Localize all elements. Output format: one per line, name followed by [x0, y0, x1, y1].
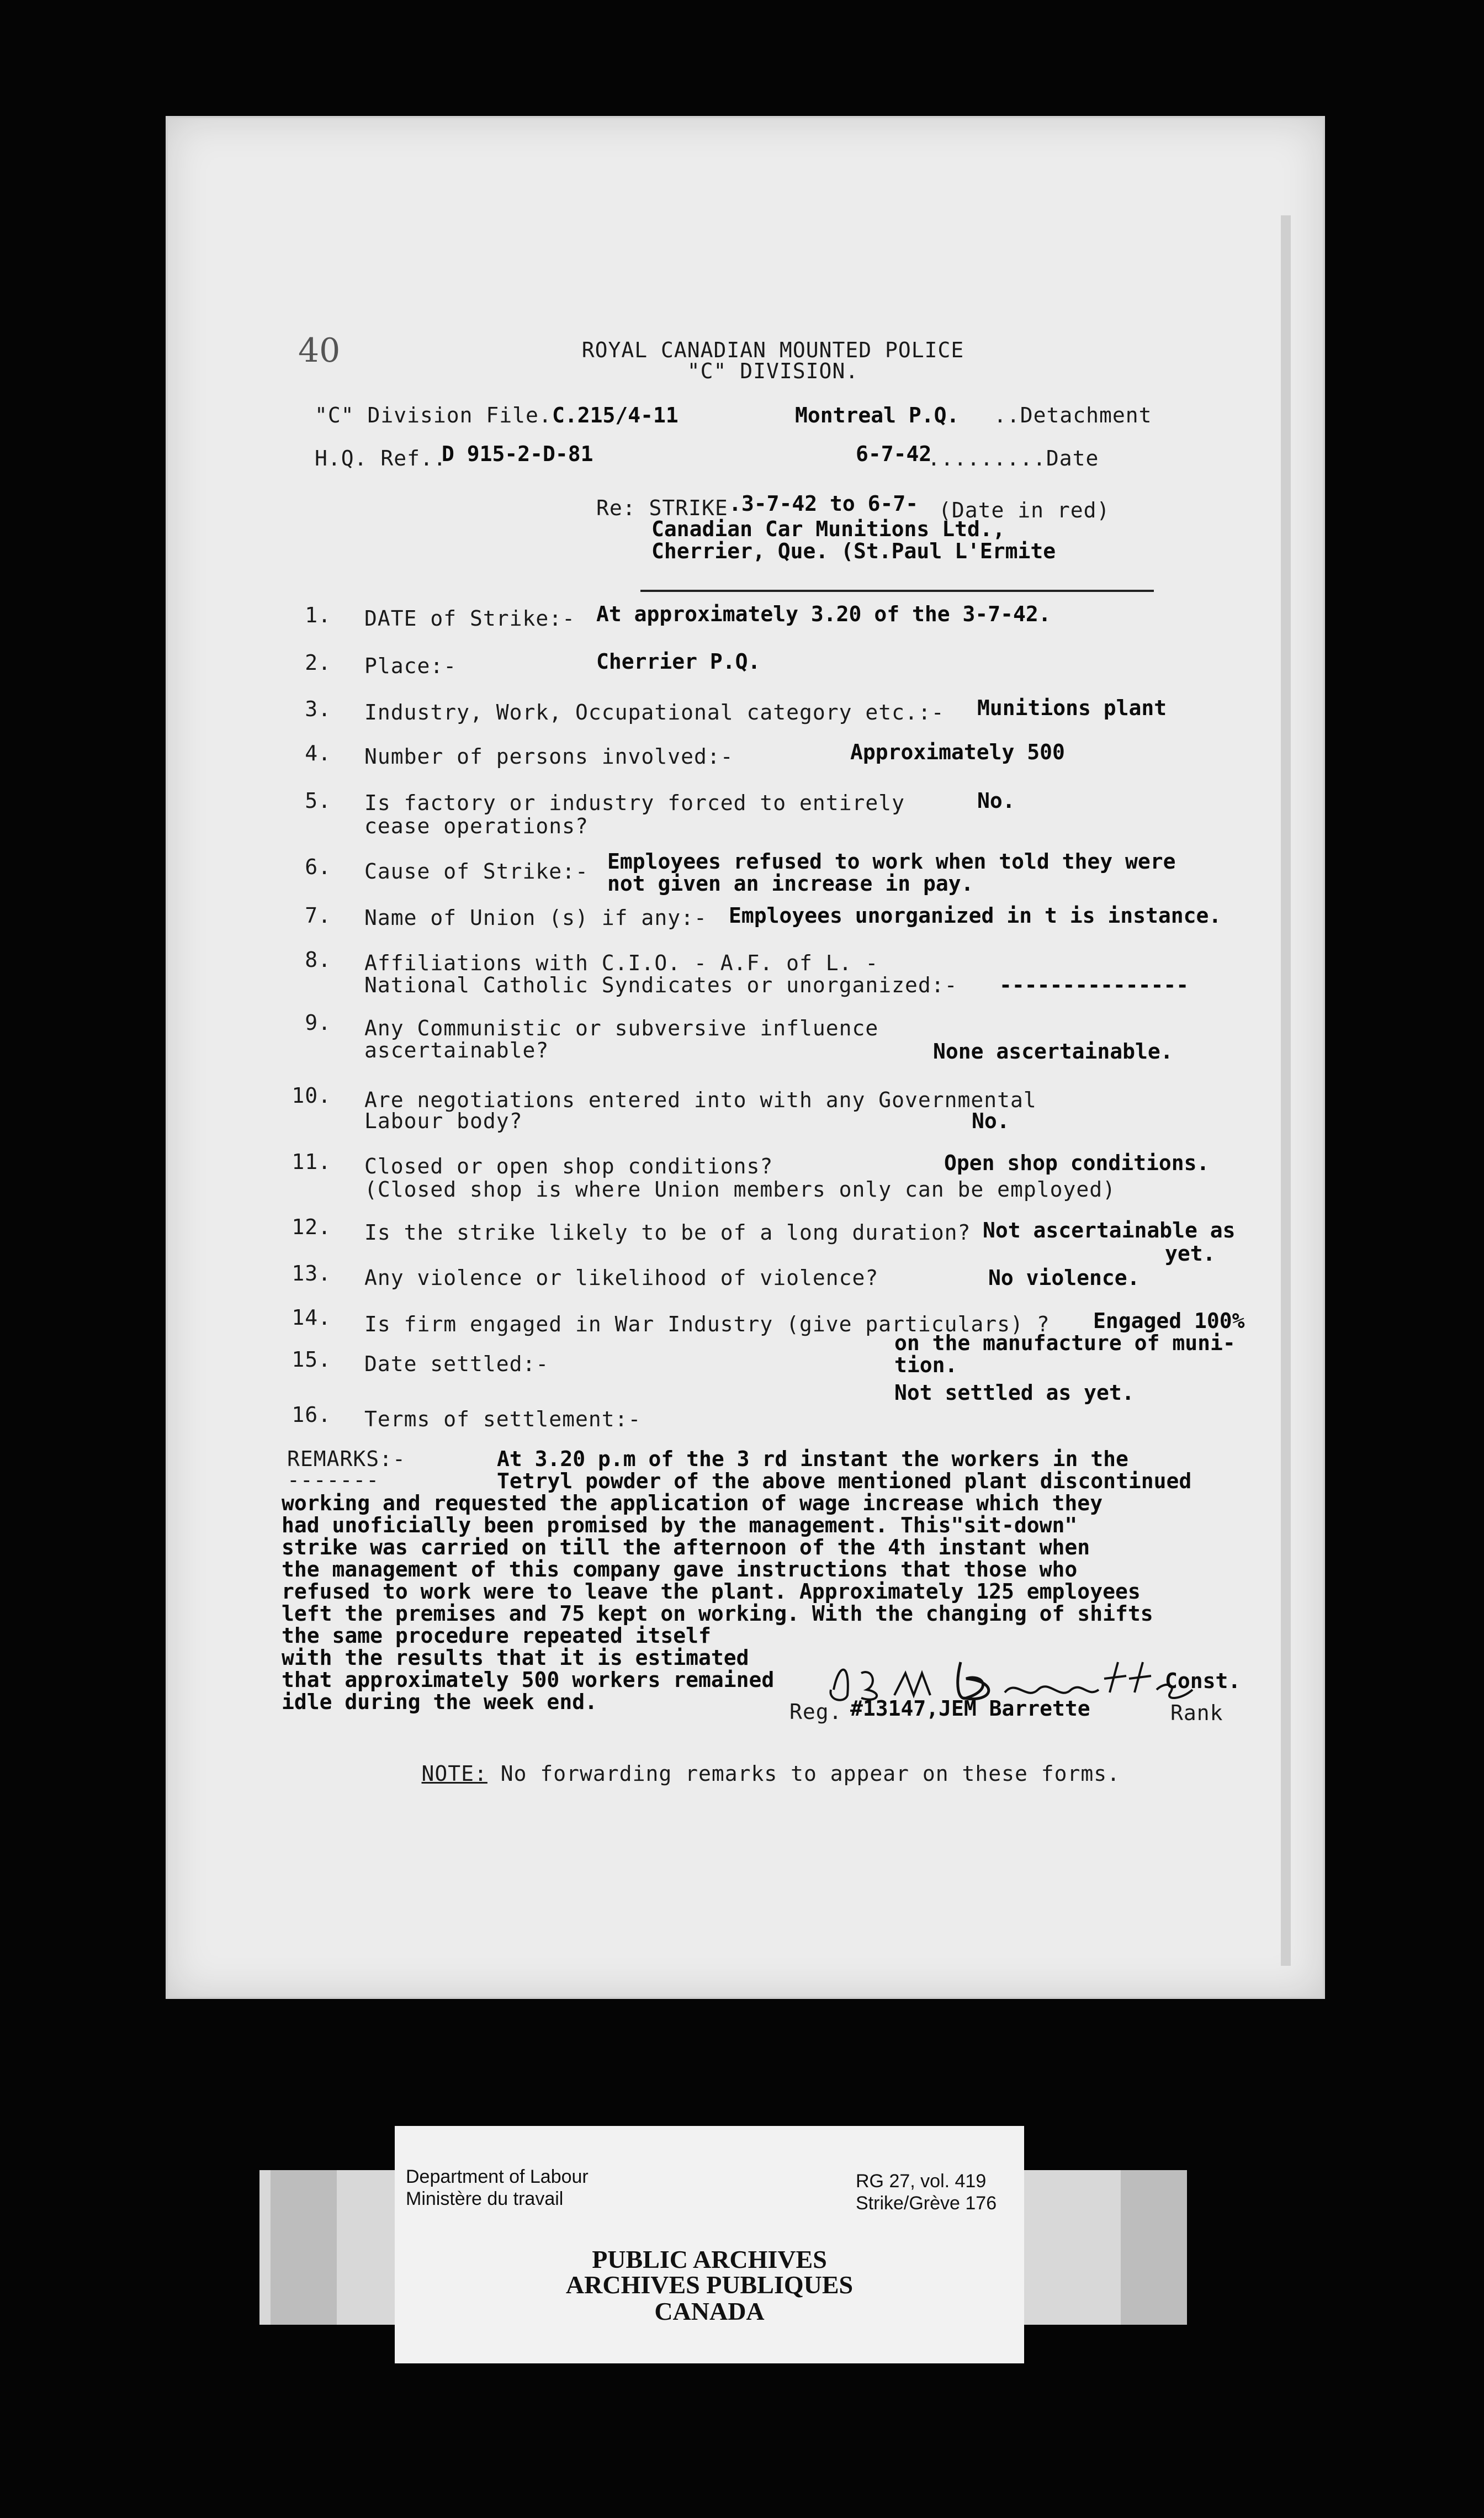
remarks-line: idle during the week end. [282, 1690, 597, 1714]
handwritten-mark: 40 [298, 331, 341, 370]
remarks-line: working and requested the application of wage increase which they [282, 1491, 1103, 1515]
strike-number: Strike/Grève 176 [856, 2193, 997, 2214]
remarks-line: Tetryl powder of the above mentioned plant discontinued [497, 1469, 1192, 1493]
re-date-value: .3-7-42 to 6-7- [729, 491, 919, 516]
item-question: Are negotiations entered into with any Governmental [364, 1088, 1037, 1112]
item-number: 10. [292, 1083, 331, 1108]
rank-value: Const. [1165, 1669, 1241, 1693]
item-question-cont: National Catholic Syndicates or unorganized:- [364, 973, 958, 997]
department-en: Department of Labour [406, 2166, 589, 2187]
item-answer: Not ascertainable as [983, 1218, 1236, 1242]
item-answer: Open shop conditions. [944, 1151, 1210, 1175]
archives-en: PUBLIC ARCHIVES [592, 2245, 827, 2273]
item-question: Any violence or likelihood of violence? [364, 1266, 879, 1290]
item-number: 15. [292, 1347, 331, 1372]
remarks-line: At 3.20 p.m of the 3 rd instant the workers in the [497, 1447, 1128, 1471]
item-answer: Cherrier P.Q. [596, 649, 761, 674]
item-answer-cont: tion. [894, 1353, 958, 1377]
item-answer-cont: on the manufacture of muni- [894, 1331, 1236, 1355]
item-answer: No. [977, 789, 1015, 813]
item-question: Name of Union (s) if any:- [364, 906, 707, 930]
item-number: 5. [305, 789, 331, 813]
item-question-cont: (Closed shop is where Union members only can be employed) [364, 1177, 1116, 1202]
remarks-line: the same procedure repeated itself [282, 1623, 711, 1648]
item-number: 14. [292, 1305, 331, 1330]
item-answer: No. [972, 1109, 1010, 1133]
archives-country: CANADA [654, 2297, 765, 2325]
item-number: 2. [305, 650, 331, 675]
archive-label-card [395, 2126, 1024, 2363]
re-location: Cherrier, Que. (St.Paul L'Ermite [651, 539, 1056, 563]
item-question: Place:- [364, 654, 457, 678]
division-title: "C" DIVISION. [687, 359, 859, 383]
remarks-line: strike was carried on till the afternoon of the 4th instant when [282, 1535, 1090, 1559]
item-number: 4. [305, 741, 331, 765]
re-company: Canadian Car Munitions Ltd., [651, 517, 1005, 541]
item-question-cont: Labour body? [364, 1109, 523, 1133]
item-answer: Not settled as yet. [894, 1380, 1135, 1405]
archive-reference: RG 27, vol. 419 [856, 2171, 987, 2192]
remarks-underline: ------- [287, 1468, 380, 1492]
date-value: 6-7-42 [856, 442, 932, 466]
item-number: 12. [292, 1215, 331, 1239]
item-question: Is factory or industry forced to entirely [364, 791, 905, 815]
remarks-label: REMARKS:- [287, 1447, 406, 1471]
remarks-line: left the premises and 75 kept on working. With the changing of shifts [282, 1601, 1153, 1626]
item-number: 7. [305, 903, 331, 928]
re-label: Re: STRIKE [596, 496, 728, 520]
detachment-value: Montreal P.Q. [795, 403, 960, 427]
reg-label: Reg. [789, 1700, 842, 1724]
item-number: 16. [292, 1403, 331, 1427]
remarks-line: with the results that it is estimated [282, 1646, 749, 1670]
rank-label: Rank [1170, 1701, 1223, 1725]
detachment-label: ..Detachment [994, 403, 1152, 427]
item-number: 11. [292, 1150, 331, 1174]
item-question: Any Communistic or subversive influence [364, 1016, 879, 1040]
hq-ref-label: H.Q. Ref.. [315, 446, 447, 470]
remarks-line: the management of this company gave instructions that those who [282, 1557, 1078, 1581]
item-number: 8. [305, 948, 331, 972]
item-question: DATE of Strike:- [364, 606, 576, 631]
department-fr: Ministère du travail [406, 2188, 564, 2209]
item-answer: --------------- [999, 973, 1189, 997]
note-line [369, 1737, 1120, 1810]
item-number: 1. [305, 603, 331, 627]
item-question: Is firm engaged in War Industry (give particulars) ? [364, 1312, 1050, 1336]
item-number: 9. [305, 1011, 331, 1035]
agency-title: ROYAL CANADIAN MOUNTED POLICE [581, 338, 964, 362]
division-file-value: C.215/4-11 [552, 403, 679, 427]
item-answer: Approximately 500 [850, 740, 1065, 764]
item-number: 13. [292, 1261, 331, 1286]
item-answer: Employees refused to work when told they were [607, 849, 1176, 874]
remarks-line: refused to work were to leave the plant. Approximately 125 employees [282, 1579, 1141, 1604]
item-answer: Engaged 100% [1093, 1309, 1245, 1333]
re-date-note: (Date in red) [939, 498, 1110, 522]
reg-value: #13147,JEM Barrette [850, 1696, 1090, 1721]
item-question: Affiliations with C.I.O. - A.F. of L. - [364, 951, 879, 975]
item-question: Number of persons involved:- [364, 744, 734, 769]
remarks-line: that approximately 500 workers remained [282, 1668, 775, 1692]
archive-label-clip-right [1121, 2170, 1187, 2325]
item-question-cont: cease operations? [364, 814, 589, 838]
remarks-line: had unoficially been promised by the management. This"sit-down" [282, 1513, 1078, 1537]
item-answer-cont: not given an increase in pay. [607, 871, 974, 896]
item-answer: No violence. [988, 1266, 1140, 1290]
item-question: Cause of Strike:- [364, 859, 589, 884]
item-question: Terms of settlement:- [364, 1407, 642, 1431]
item-question-cont: ascertainable? [364, 1038, 549, 1062]
hq-ref-value: D 915-2-D-81 [442, 442, 593, 466]
note-text: No forwarding remarks to appear on these forms. [487, 1761, 1121, 1786]
archives-fr: ARCHIVES PUBLIQUES [565, 2271, 854, 2299]
item-answer: Employees unorganized in t is instance. [729, 903, 1222, 928]
item-question: Is the strike likely to be of a long duration? [364, 1220, 971, 1245]
item-answer: At approximately 3.20 of the 3-7-42. [596, 602, 1051, 626]
division-file-label: "C" Division File. [315, 403, 552, 427]
header-rule [640, 590, 1154, 592]
item-question: Industry, Work, Occupational category etc.:- [364, 700, 945, 724]
note-label: NOTE: [421, 1761, 487, 1786]
date-label: .........Date [928, 446, 1099, 470]
item-question: Closed or open shop conditions? [364, 1154, 773, 1178]
item-answer-cont: yet. [1165, 1241, 1216, 1266]
item-question: Date settled:- [364, 1352, 549, 1376]
item-answer: None ascertainable. [933, 1039, 1173, 1064]
item-number: 3. [305, 697, 331, 721]
archive-label-clip-left [271, 2170, 337, 2325]
item-answer: Munitions plant [977, 696, 1167, 720]
page-edge [1281, 215, 1291, 1966]
item-number: 6. [305, 855, 331, 879]
